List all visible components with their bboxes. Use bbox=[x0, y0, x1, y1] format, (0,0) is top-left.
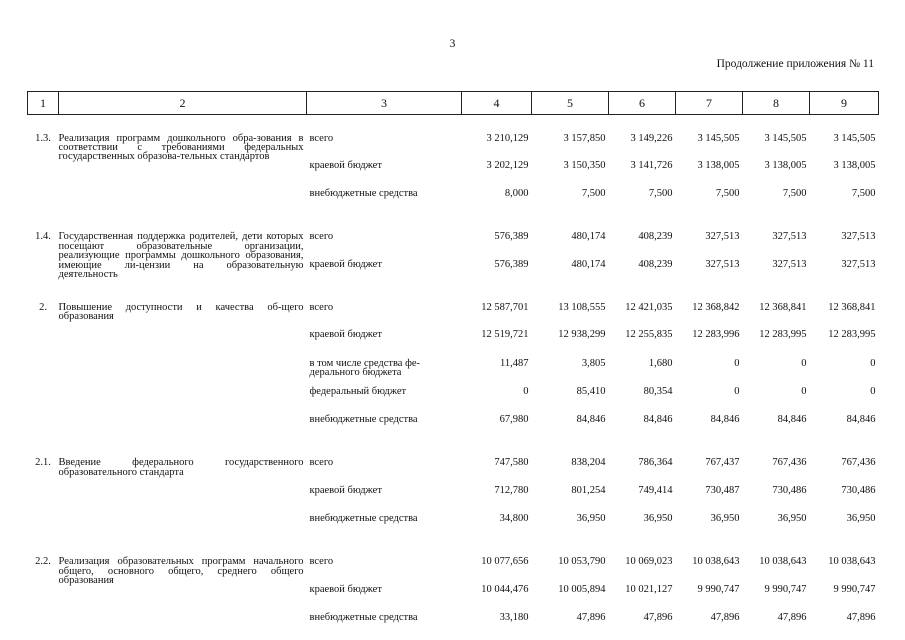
row-spacer bbox=[28, 284, 879, 298]
value-cell: 12 938,299 bbox=[558, 329, 606, 341]
spacer-cell bbox=[28, 213, 879, 227]
section-name: Государственная поддержка родителей, дети которых посещают образовательные организации, реализующие программы дошкольного образования, имеющие ли-цензии на образовательную деятельность bbox=[58, 231, 304, 281]
table-header bbox=[28, 92, 879, 115]
header-cell: 7 bbox=[676, 92, 743, 115]
value-cell: 7,500 bbox=[648, 188, 673, 200]
value-cell: 67,980 bbox=[499, 414, 529, 426]
value-cell: 749,414 bbox=[638, 484, 673, 496]
section-name: Реализация программ дошкольного обра-зования в соответствии с требованиями федеральных государственных образова-тельных стандартов bbox=[58, 132, 304, 163]
section-name: Введение федерального государственного образовательного стандарта bbox=[58, 457, 304, 478]
value-cell: 747,580 bbox=[494, 457, 529, 469]
value-cell: 9 990,747 bbox=[833, 583, 876, 595]
value-cell: 12 368,841 bbox=[828, 301, 876, 313]
value-cell: 84,846 bbox=[576, 414, 606, 426]
value-cell: 0 bbox=[801, 385, 807, 397]
header-cell: 9 bbox=[810, 92, 879, 115]
value-cell: 12 283,995 bbox=[759, 329, 807, 341]
value-cell: 12 368,842 bbox=[692, 301, 740, 313]
header-row bbox=[28, 92, 879, 115]
row-spacer bbox=[28, 538, 879, 552]
value-cell: 47,896 bbox=[576, 611, 606, 623]
funding-source: федеральный бюджет bbox=[309, 385, 407, 397]
value-cell: 10 053,790 bbox=[558, 556, 606, 568]
table-row bbox=[28, 129, 879, 157]
funding-source: всего bbox=[309, 231, 334, 243]
value-cell: 7,500 bbox=[581, 188, 606, 200]
value-cell: 12 519,721 bbox=[481, 329, 529, 341]
budget-table bbox=[27, 91, 879, 637]
value-cell: 0 bbox=[870, 385, 876, 397]
value-cell: 3 145,505 bbox=[697, 132, 740, 144]
value-cell: 730,486 bbox=[772, 484, 807, 496]
value-cell: 327,513 bbox=[705, 258, 740, 270]
value-cell: 0 bbox=[870, 357, 876, 369]
spacer-cell bbox=[28, 439, 879, 453]
header-cell: 3 bbox=[307, 92, 462, 115]
value-cell: 0 bbox=[734, 385, 740, 397]
funding-source: всего bbox=[309, 556, 334, 568]
value-cell: 7,500 bbox=[782, 188, 807, 200]
funding-source: внебюджетные средства bbox=[309, 188, 418, 200]
funding-source: краевой бюджет bbox=[309, 329, 382, 341]
section-number: 2.2. bbox=[35, 556, 51, 568]
value-cell: 36,950 bbox=[710, 513, 740, 525]
funding-source: всего bbox=[309, 132, 334, 144]
value-cell: 767,436 bbox=[772, 457, 807, 469]
value-cell: 576,389 bbox=[494, 231, 529, 243]
value-cell: 7,500 bbox=[851, 188, 876, 200]
value-cell: 84,846 bbox=[777, 414, 807, 426]
value-cell: 84,846 bbox=[710, 414, 740, 426]
value-cell: 3,805 bbox=[581, 357, 606, 369]
value-cell: 7,500 bbox=[715, 188, 740, 200]
value-cell: 47,896 bbox=[710, 611, 740, 623]
value-cell: 36,950 bbox=[576, 513, 606, 525]
value-cell: 3 138,005 bbox=[697, 159, 740, 171]
value-cell: 12 587,701 bbox=[481, 301, 529, 313]
value-cell: 3 138,005 bbox=[764, 159, 807, 171]
value-cell: 9 990,747 bbox=[697, 583, 740, 595]
value-cell: 34,800 bbox=[499, 513, 529, 525]
value-cell: 712,780 bbox=[494, 484, 529, 496]
value-cell: 480,174 bbox=[571, 231, 606, 243]
value-cell: 480,174 bbox=[571, 258, 606, 270]
section-name: Реализация образовательных программ начального общего, основного общего, среднего общего образования bbox=[58, 556, 304, 587]
row-spacer bbox=[28, 213, 879, 227]
value-cell: 47,896 bbox=[777, 611, 807, 623]
section-number: 2. bbox=[39, 301, 47, 313]
funding-source: всего bbox=[309, 457, 334, 469]
value-cell: 3 141,726 bbox=[630, 159, 673, 171]
value-cell: 33,180 bbox=[499, 611, 529, 623]
value-cell: 3 145,505 bbox=[833, 132, 876, 144]
value-cell: 408,239 bbox=[638, 231, 673, 243]
funding-source: краевой бюджет bbox=[309, 258, 382, 270]
value-cell: 10 044,476 bbox=[481, 583, 529, 595]
value-cell: 36,950 bbox=[643, 513, 673, 525]
value-cell: 10 038,643 bbox=[759, 556, 807, 568]
value-cell: 730,487 bbox=[705, 484, 740, 496]
value-cell: 3 145,505 bbox=[764, 132, 807, 144]
value-cell: 0 bbox=[801, 357, 807, 369]
value-cell: 12 255,835 bbox=[625, 329, 673, 341]
header-cell: 6 bbox=[609, 92, 676, 115]
spacer-cell bbox=[28, 538, 879, 552]
value-cell: 0 bbox=[523, 385, 529, 397]
value-cell: 12 283,995 bbox=[828, 329, 876, 341]
value-cell: 10 005,894 bbox=[558, 583, 606, 595]
table-body bbox=[28, 115, 879, 638]
section-number: 2.1. bbox=[35, 457, 51, 469]
value-cell: 327,513 bbox=[772, 258, 807, 270]
value-cell: 10 077,656 bbox=[481, 556, 529, 568]
header-cell: 5 bbox=[532, 92, 609, 115]
section-number: 1.3. bbox=[35, 132, 51, 144]
value-cell: 8,000 bbox=[504, 188, 529, 200]
header-cell: 4 bbox=[462, 92, 532, 115]
value-cell: 36,950 bbox=[846, 513, 876, 525]
value-cell: 12 368,841 bbox=[759, 301, 807, 313]
table-row bbox=[28, 552, 879, 580]
value-cell: 3 150,350 bbox=[563, 159, 606, 171]
value-cell: 80,354 bbox=[643, 385, 673, 397]
value-cell: 767,436 bbox=[841, 457, 876, 469]
value-cell: 327,513 bbox=[841, 258, 876, 270]
value-cell: 327,513 bbox=[705, 231, 740, 243]
value-cell: 838,204 bbox=[571, 457, 606, 469]
value-cell: 84,846 bbox=[643, 414, 673, 426]
value-cell: 10 069,023 bbox=[625, 556, 673, 568]
funding-source: в том числе средства фе-дерального бюджета bbox=[309, 357, 421, 378]
funding-source: краевой бюджет bbox=[309, 583, 382, 595]
section-number: 1.4. bbox=[35, 231, 51, 243]
funding-source: внебюджетные средства bbox=[309, 414, 418, 426]
value-cell: 1,680 bbox=[648, 357, 673, 369]
value-cell: 3 138,005 bbox=[833, 159, 876, 171]
row-spacer bbox=[28, 439, 879, 453]
value-cell: 801,254 bbox=[571, 484, 606, 496]
table-row bbox=[28, 227, 879, 255]
value-cell: 11,487 bbox=[500, 357, 529, 369]
value-cell: 327,513 bbox=[841, 231, 876, 243]
value-cell: 47,896 bbox=[846, 611, 876, 623]
value-cell: 3 210,129 bbox=[486, 132, 529, 144]
continuation-note: Продолжение приложения № 11 bbox=[716, 58, 874, 70]
value-cell: 3 202,129 bbox=[486, 159, 529, 171]
value-cell: 10 038,643 bbox=[692, 556, 740, 568]
value-cell: 84,846 bbox=[846, 414, 876, 426]
header-cell: 1 bbox=[28, 92, 59, 115]
funding-source: краевой бюджет bbox=[309, 484, 382, 496]
header-cell: 2 bbox=[59, 92, 307, 115]
value-cell: 730,486 bbox=[841, 484, 876, 496]
value-cell: 10 038,643 bbox=[828, 556, 876, 568]
value-cell: 576,389 bbox=[494, 258, 529, 270]
row-spacer bbox=[28, 115, 879, 129]
spacer-cell bbox=[28, 284, 879, 298]
funding-source: внебюджетные средства bbox=[309, 611, 418, 623]
header-cell: 8 bbox=[743, 92, 810, 115]
value-cell: 3 149,226 bbox=[630, 132, 673, 144]
value-cell: 12 283,996 bbox=[692, 329, 740, 341]
funding-source: всего bbox=[309, 301, 334, 313]
value-cell: 10 021,127 bbox=[625, 583, 673, 595]
value-cell: 36,950 bbox=[777, 513, 807, 525]
value-cell: 0 bbox=[734, 357, 740, 369]
value-cell: 85,410 bbox=[576, 385, 606, 397]
section-name: Повышение доступности и качества об-щего образования bbox=[58, 301, 304, 323]
page-number: 3 bbox=[449, 38, 456, 50]
value-cell: 767,437 bbox=[705, 457, 740, 469]
funding-source: краевой бюджет bbox=[309, 159, 382, 171]
value-cell: 12 421,035 bbox=[625, 301, 673, 313]
funding-source: внебюджетные средства bbox=[309, 513, 418, 525]
table-row bbox=[28, 453, 879, 481]
value-cell: 408,239 bbox=[638, 258, 673, 270]
value-cell: 327,513 bbox=[772, 231, 807, 243]
spacer-cell bbox=[28, 115, 879, 129]
value-cell: 13 108,555 bbox=[558, 301, 606, 313]
value-cell: 786,364 bbox=[638, 457, 673, 469]
value-cell: 3 157,850 bbox=[563, 132, 606, 144]
value-cell: 9 990,747 bbox=[764, 583, 807, 595]
value-cell: 47,896 bbox=[643, 611, 673, 623]
table-row bbox=[28, 298, 879, 326]
